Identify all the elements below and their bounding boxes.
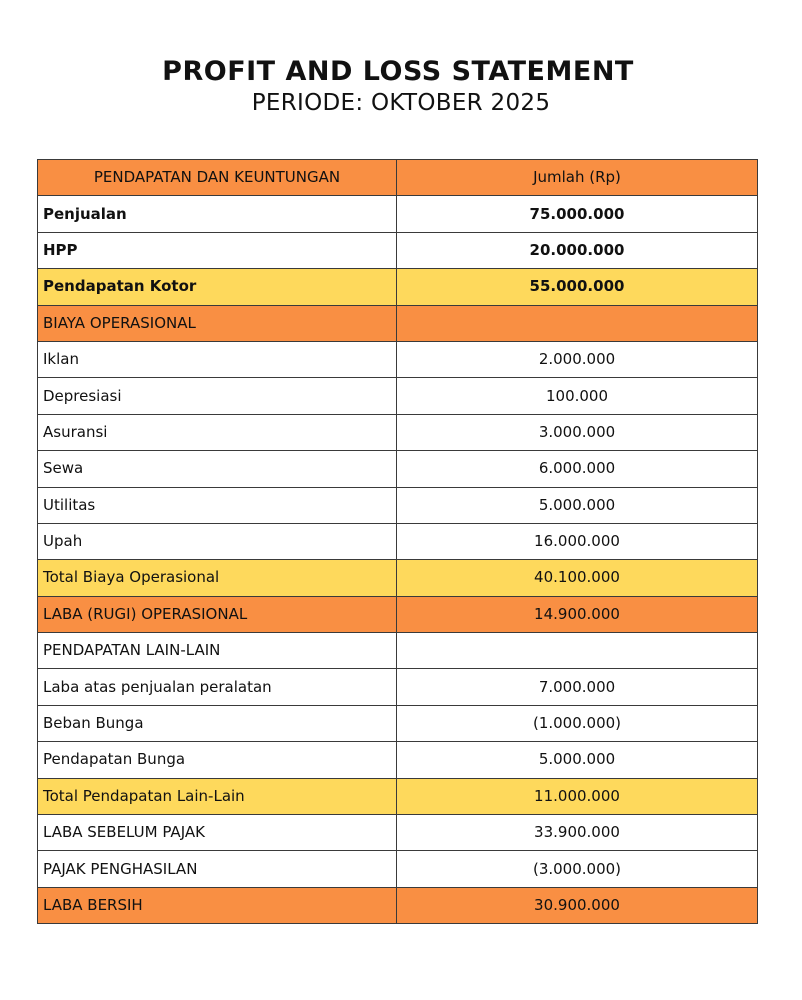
row-amount: 11.000.000 (397, 778, 758, 814)
row-amount: 14.900.000 (397, 596, 758, 632)
row-depresiasi (38, 378, 758, 414)
row-laba-sebelum-pajak (38, 815, 758, 851)
row-label: Utilitas (38, 487, 397, 523)
row-label: Asuransi (38, 414, 397, 450)
row-asuransi (38, 414, 758, 450)
page-subtitle: PERIODE: OKTOBER 2025 (251, 90, 551, 116)
row-sewa (38, 451, 758, 487)
row-label: Pendapatan Kotor (38, 269, 397, 305)
row-label: Sewa (38, 451, 397, 487)
row-label: Total Biaya Operasional (38, 560, 397, 596)
row-amount: 5.000.000 (397, 487, 758, 523)
row-label: PENDAPATAN LAIN-LAIN (38, 633, 397, 669)
row-label: Pendapatan Bunga (38, 742, 397, 778)
row-amount (397, 305, 758, 341)
row-beban-bunga (38, 705, 758, 741)
row-amount: 16.000.000 (397, 523, 758, 559)
row-penjualan (38, 196, 758, 232)
row-amount: 55.000.000 (397, 269, 758, 305)
row-amount: 40.100.000 (397, 560, 758, 596)
row-amount: 33.900.000 (397, 815, 758, 851)
row-label: LABA BERSIH (38, 887, 397, 923)
row-pendapatan-bunga (38, 742, 758, 778)
row-laba-bersih (38, 887, 758, 923)
row-label: Beban Bunga (38, 705, 397, 741)
row-amount: 2.000.000 (397, 341, 758, 377)
row-amount: 6.000.000 (397, 451, 758, 487)
row-label: Iklan (38, 341, 397, 377)
row-laba-rugi-operasional (38, 596, 758, 632)
row-label: Penjualan (38, 196, 397, 232)
row-amount: (3.000.000) (397, 851, 758, 887)
row-laba-penjualan-peralatan (38, 669, 758, 705)
header-label: PENDAPATAN DAN KEUNTUNGAN (38, 160, 397, 196)
row-total-pendapatan-lain-lain (38, 778, 758, 814)
profit-loss-table (37, 159, 758, 924)
row-amount: 20.000.000 (397, 232, 758, 268)
row-iklan (38, 341, 758, 377)
row-amount: 100.000 (397, 378, 758, 414)
row-label: PAJAK PENGHASILAN (38, 851, 397, 887)
row-amount: 5.000.000 (397, 742, 758, 778)
row-hpp (38, 232, 758, 268)
row-amount (397, 633, 758, 669)
row-label: BIAYA OPERASIONAL (38, 305, 397, 341)
row-upah (38, 523, 758, 559)
table-header-row (38, 160, 758, 196)
row-amount: 30.900.000 (397, 887, 758, 923)
row-biaya-operasional-heading (38, 305, 758, 341)
header-amount: Jumlah (Rp) (397, 160, 758, 196)
row-pendapatan-lain-lain-heading (38, 633, 758, 669)
row-label: HPP (38, 232, 397, 268)
page-title: PROFIT AND LOSS STATEMENT (162, 56, 634, 87)
row-pendapatan-kotor (38, 269, 758, 305)
row-label: Upah (38, 523, 397, 559)
row-pajak-penghasilan (38, 851, 758, 887)
row-amount: 3.000.000 (397, 414, 758, 450)
row-label: Laba atas penjualan peralatan (38, 669, 397, 705)
row-amount: 75.000.000 (397, 196, 758, 232)
row-amount: 7.000.000 (397, 669, 758, 705)
row-label: LABA (RUGI) OPERASIONAL (38, 596, 397, 632)
row-total-biaya-operasional (38, 560, 758, 596)
row-label: Depresiasi (38, 378, 397, 414)
row-label: Total Pendapatan Lain-Lain (38, 778, 397, 814)
row-utilitas (38, 487, 758, 523)
row-label: LABA SEBELUM PAJAK (38, 815, 397, 851)
row-amount: (1.000.000) (397, 705, 758, 741)
